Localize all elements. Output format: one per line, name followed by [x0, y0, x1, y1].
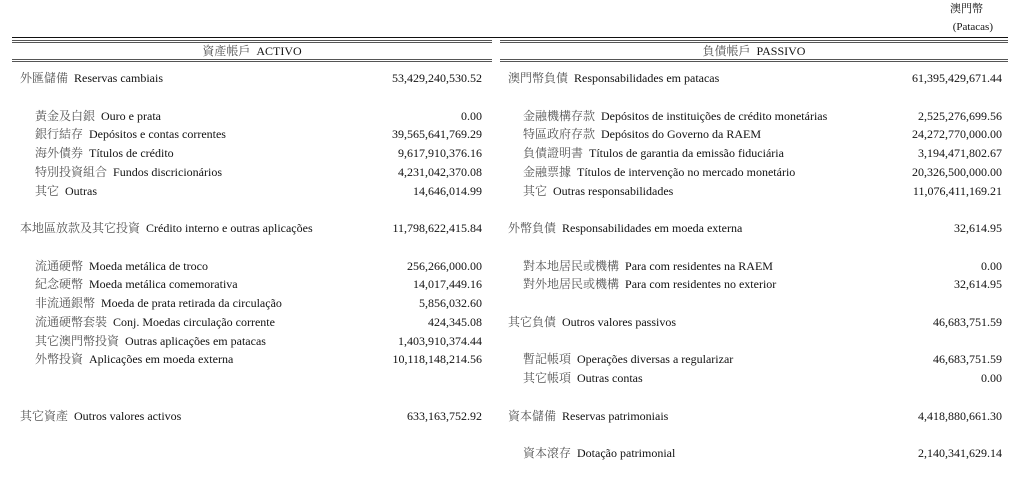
- row-label: [523, 182, 673, 201]
- label-pt: Depósitos e contas correntes: [89, 127, 226, 142]
- label-pt: Outras contas: [577, 371, 643, 385]
- row-value: 0.00: [981, 258, 1002, 273]
- row-value: 39,565,641,769.29: [392, 127, 482, 142]
- label-pt: Para com residentes na RAEM: [625, 258, 773, 273]
- table-row-subitem: [500, 182, 1008, 201]
- spacer: [500, 238, 1008, 257]
- table-row-subitem: [12, 294, 492, 313]
- row-label: [35, 144, 174, 163]
- table-row-subitem: [12, 332, 492, 351]
- label-zh: 紀念硬幣: [35, 277, 84, 292]
- row-label: [523, 163, 795, 182]
- table-row-subitem: [12, 144, 492, 163]
- row-value: 3,194,471,802.67: [918, 146, 1002, 160]
- label-zh: 其它資產: [20, 408, 69, 423]
- row-value: 46,683,751.59: [933, 352, 1002, 367]
- passivo-header: [500, 43, 1008, 60]
- spacer: [12, 369, 492, 388]
- row-label: [20, 69, 163, 88]
- row-value: 0.00: [981, 371, 1002, 385]
- row-label: [20, 219, 313, 238]
- row-label: [508, 219, 742, 238]
- row-label: [508, 69, 719, 88]
- label-zh: 金融機構存款: [523, 108, 596, 123]
- label-zh: 資本滾存: [523, 446, 572, 460]
- label-pt: Conj. Moedas circulação corrente: [113, 314, 275, 329]
- row-label: [35, 350, 233, 369]
- table-row-subitem: [12, 350, 492, 369]
- row-value: 4,231,042,370.08: [398, 164, 482, 179]
- row-value: 46,683,751.59: [933, 314, 1002, 329]
- table-row-subitem: [500, 350, 1008, 369]
- label-zh: 外匯儲備: [20, 71, 69, 85]
- label-zh: 澳門幣負債: [508, 71, 569, 85]
- currency-unit-pt: (Patacas): [952, 21, 993, 33]
- label-zh: 暫記帳項: [523, 352, 572, 367]
- table-row-subitem: [500, 275, 1008, 294]
- label-pt: Títulos de garantia da emissão fiduciária: [589, 146, 784, 160]
- row-value: 2,140,341,629.14: [918, 446, 1002, 460]
- label-pt: Outras aplicações em patacas: [125, 333, 266, 348]
- table-row-subitem: [500, 163, 1008, 182]
- row-value: 14,646,014.99: [413, 183, 482, 198]
- top-rule: [12, 37, 1008, 38]
- table-row-subitem: [500, 107, 1008, 126]
- row-value: 5,856,032.60: [419, 296, 482, 310]
- row-value: 424,345.08: [428, 314, 482, 329]
- label-pt: Fundos discricionários: [113, 164, 223, 179]
- label-zh: 對本地居民或機構: [523, 258, 620, 273]
- label-pt: Dotação patrimonial: [577, 446, 676, 460]
- row-label: [523, 107, 827, 126]
- row-value: 9,617,910,376.16: [398, 146, 482, 160]
- row-value: 24,272,770,000.00: [912, 127, 1002, 142]
- row-value: 4,418,880,661.30: [918, 408, 1002, 423]
- header-pt: ACTIVO: [256, 44, 302, 58]
- spacer: [12, 388, 492, 407]
- table-row-subitem: [12, 163, 492, 182]
- row-value: 1,403,910,374.44: [398, 333, 482, 348]
- label-zh: 黃金及白銀: [35, 108, 96, 123]
- header-zh: 資產帳戶: [202, 44, 251, 58]
- label-zh: 其它: [523, 183, 548, 198]
- row-value: 2,525,276,699.56: [918, 108, 1002, 123]
- label-zh: 非流通銀幣: [35, 296, 96, 310]
- label-pt: Moeda metálica de troco: [89, 258, 208, 273]
- table-row-subitem: [500, 369, 1008, 388]
- spacer: [500, 88, 1008, 107]
- row-label: [508, 313, 676, 332]
- label-pt: Responsabilidades em patacas: [574, 71, 720, 85]
- row-label: [523, 350, 733, 369]
- table-row-subitem: [12, 125, 492, 144]
- row-label: [523, 144, 784, 163]
- label-pt: Moeda metálica comemorativa: [89, 277, 238, 292]
- table-row-category: [12, 69, 492, 88]
- table-row-subitem: [12, 107, 492, 126]
- label-pt: Operações diversas a regularizar: [577, 352, 734, 367]
- spacer: [500, 294, 1008, 313]
- row-value: 256,266,000.00: [407, 258, 482, 273]
- row-label: [523, 369, 643, 388]
- row-value: 10,118,148,214.56: [392, 352, 482, 367]
- label-zh: 本地區放款及其它投資: [20, 221, 141, 235]
- row-label: [35, 332, 266, 351]
- row-value: 633,163,752.92: [407, 408, 482, 423]
- row-label: [35, 313, 275, 332]
- row-label: [35, 107, 161, 126]
- row-value: 32,614.95: [954, 221, 1002, 235]
- divider: [12, 40, 492, 43]
- row-value: 11,798,622,415.84: [392, 221, 482, 235]
- spacer: [12, 238, 492, 257]
- label-zh: 資本儲備: [508, 408, 557, 423]
- label-pt: Outras: [65, 183, 98, 198]
- row-label: [35, 163, 222, 182]
- label-pt: Reservas cambiais: [74, 71, 163, 85]
- table-row-subitem: [12, 313, 492, 332]
- label-zh: 特區政府存款: [523, 127, 596, 142]
- row-label: [508, 407, 668, 426]
- label-zh: 海外債券: [35, 146, 84, 160]
- row-value: 14,017,449.16: [413, 277, 482, 292]
- label-zh: 對外地居民或機構: [523, 277, 620, 292]
- activo-section: [12, 40, 492, 423]
- activo-header: [12, 43, 492, 60]
- label-zh: 其它負債: [508, 314, 557, 329]
- row-label: [523, 275, 776, 294]
- table-row-subitem: [500, 444, 1008, 463]
- label-pt: Outras responsabilidades: [553, 183, 674, 198]
- table-row-category: [500, 407, 1008, 426]
- row-value: 61,395,429,671.44: [912, 71, 1002, 85]
- passivo-rows: [500, 69, 1008, 463]
- row-label: [35, 182, 97, 201]
- row-value: 11,076,411,169.21: [912, 183, 1002, 198]
- table-row-subitem: [500, 125, 1008, 144]
- label-zh: 銀行結存: [35, 127, 84, 142]
- row-value: 20,326,500,000.00: [912, 164, 1002, 179]
- label-zh: 其它帳項: [523, 371, 572, 385]
- row-label: [35, 294, 282, 313]
- label-zh: 特別投資組合: [35, 164, 108, 179]
- label-pt: Títulos de intervenção no mercado monetário: [577, 164, 796, 179]
- header-pt: PASSIVO: [756, 44, 806, 58]
- row-label: [35, 257, 208, 276]
- row-label: [523, 257, 773, 276]
- row-label: [523, 125, 761, 144]
- label-pt: Depósitos do Governo da RAEM: [601, 127, 761, 142]
- row-label: [35, 275, 238, 294]
- table-row-subitem: [12, 275, 492, 294]
- spacer: [500, 425, 1008, 444]
- label-zh: 金融票據: [523, 164, 572, 179]
- label-zh: 其它: [35, 183, 60, 198]
- row-label: [20, 407, 181, 426]
- label-pt: Crédito interno e outras aplicações: [146, 221, 313, 235]
- label-pt: Outros valores activos: [74, 408, 182, 423]
- label-pt: Para com residentes no exterior: [625, 277, 777, 292]
- divider: [500, 40, 1008, 43]
- label-zh: 負債證明書: [523, 146, 584, 160]
- label-pt: Moeda de prata retirada da circulação: [101, 296, 282, 310]
- spacer: [500, 332, 1008, 351]
- row-value: 53,429,240,530.52: [392, 71, 482, 85]
- label-zh: 流通硬幣套裝: [35, 314, 108, 329]
- table-row-category: [500, 69, 1008, 88]
- row-value: 0.00: [461, 108, 482, 123]
- table-row-category: [12, 219, 492, 238]
- label-zh: 外幣負債: [508, 221, 557, 235]
- spacer: [500, 388, 1008, 407]
- label-pt: Reservas patrimoniais: [562, 408, 669, 423]
- table-row-subitem: [500, 257, 1008, 276]
- divider: [500, 59, 1008, 62]
- table-row-subitem: [500, 144, 1008, 163]
- label-pt: Aplicações em moeda externa: [89, 352, 234, 367]
- label-pt: Ouro e prata: [101, 108, 161, 123]
- table-row-category: [500, 313, 1008, 332]
- table-row-subitem: [12, 257, 492, 276]
- table-row-subitem: [12, 182, 492, 201]
- header-zh: 負債帳戶: [702, 44, 751, 58]
- divider: [12, 59, 492, 62]
- row-value: 32,614.95: [954, 277, 1002, 292]
- label-pt: Títulos de crédito: [89, 146, 174, 160]
- label-zh: 外幣投資: [35, 352, 84, 367]
- passivo-section: [500, 40, 1008, 460]
- currency-unit-zh: 澳門幣: [950, 3, 983, 15]
- table-row-category: [500, 219, 1008, 238]
- label-pt: Outros valores passivos: [562, 314, 677, 329]
- spacer: [12, 88, 492, 107]
- label-pt: Depósitos de instituições de crédito monetárias: [601, 108, 828, 123]
- spacer: [500, 200, 1008, 219]
- spacer: [12, 200, 492, 219]
- label-pt: Responsabilidades em moeda externa: [562, 221, 743, 235]
- label-zh: 流通硬幣: [35, 258, 84, 273]
- label-zh: 其它澳門幣投資: [35, 333, 120, 348]
- table-row-category: [12, 407, 492, 426]
- row-label: [523, 444, 675, 463]
- row-label: [35, 125, 226, 144]
- activo-rows: [12, 69, 492, 425]
